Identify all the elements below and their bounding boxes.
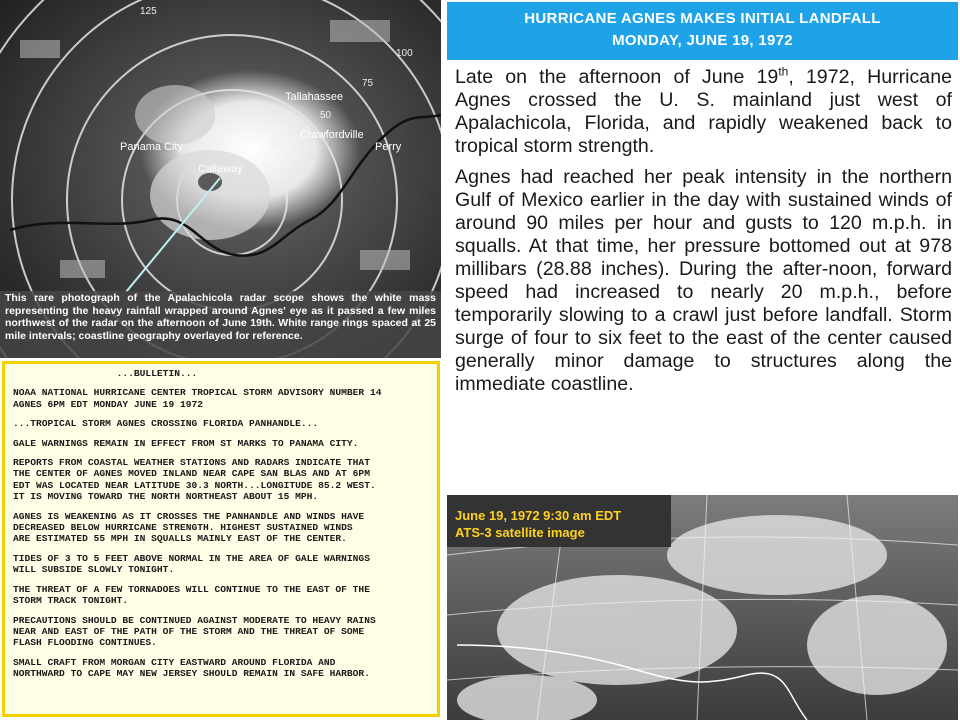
bulletin-line: TIDES OF 3 TO 5 FEET ABOVE NORMAL IN THE AREA OF GALE WARNINGS [13, 552, 370, 564]
satellite-image [447, 495, 958, 720]
advisory-bulletin [2, 361, 440, 717]
label-tallahassee: Tallahassee [285, 91, 344, 103]
paragraph-1-sup: th [778, 64, 789, 79]
paragraph-1-start: Late on the afternoon of June 19 [455, 66, 779, 88]
bulletin-line: THE CENTER OF AGNES MOVED INLAND NEAR CAPE SAN BLAS AND AT 6PM [13, 468, 370, 480]
label-crawfordville: Crawfordville [300, 129, 364, 141]
range-label-25: 25 [270, 140, 282, 151]
bulletin-gap [13, 503, 429, 511]
bulletin-gap [13, 649, 429, 657]
bulletin-line: GALE WARNINGS REMAIN IN EFFECT FROM ST MARKS TO PANAMA CITY. [13, 437, 359, 449]
label-perry: Perry [375, 141, 402, 153]
paragraph-2: Agnes had reached her peak intensity in the northern Gulf of Mexico earlier in the day with sustained winds of around 90 miles per hour and gusts to 120 m.p.h. in squalls. At that time, her pressure bottomed out at 978 millibars (28.88 inches). During the after-noon, forward speed had increased to nearly 20 m.p.h., before temporarily slowing to a crawl just before landfall. Storm surge of four to six feet to the east of the center caused generally minor damage to structures along the immediate coastline. [455, 166, 952, 395]
paragraph-1 [455, 66, 952, 158]
label-panama-city: Panama City [120, 141, 183, 153]
bulletin-gap [13, 430, 429, 438]
bulletin-gap [13, 449, 429, 457]
bulletin-gap [13, 545, 429, 553]
bulletin-line: ARE ESTIMATED 55 MPH IN SQUALLS MAINLY EAST OF THE CENTER. [13, 533, 347, 545]
paragraph-1-end: , 1972, Hurricane Agnes crossed the U. S. mainland just west of Apalachicola, Florida, and rapidly weakened back to tropical storm strength. [455, 66, 953, 157]
bulletin-line: PRECAUTIONS SHOULD BE CONTINUED AGAINST MODERATE TO HEAVY RAINS [13, 614, 376, 626]
bulletin-line: ...BULLETIN... [13, 368, 198, 379]
range-label-50: 50 [320, 110, 332, 121]
bulletin-line: REPORTS FROM COASTAL WEATHER STATIONS AND RADARS INDICATE THAT [13, 457, 370, 469]
bulletin-line: ...TROPICAL STORM AGNES CROSSING FLORIDA PANHANDLE... [13, 418, 319, 430]
bulletin-line: NEAR AND EAST OF THE PATH OF THE STORM AND THE THREAT OF SOME [13, 625, 365, 637]
bulletin-line: WILL SUBSIDE SLOWLY TONIGHT. [13, 564, 175, 576]
bulletin-line: AGNES IS WEAKENING AS IT CROSSES THE PANHANDLE AND WINDS HAVE [13, 510, 365, 522]
bulletin-line: AGNES 6PM EDT MONDAY JUNE 19 1972 [13, 398, 203, 410]
range-label-125: 125 [140, 6, 157, 17]
bulletin-line: DECREASED BELOW HURRICANE STRENGTH. HIGHEST SUSTAINED WINDS [13, 522, 353, 534]
satellite-caption [447, 495, 671, 547]
bulletin-gap [13, 607, 429, 615]
bulletin-line: STORM TRACK TONIGHT. [13, 595, 129, 607]
bulletin-line: FLASH FLOODING CONTINUES. [13, 637, 157, 649]
bulletin-line: THE THREAT OF A FEW TORNADOES WILL CONTINUE TO THE EAST OF THE [13, 583, 370, 595]
bulletin-line: SMALL CRAFT FROM MORGAN CITY EASTWARD AROUND FLORIDA AND [13, 656, 336, 668]
bulletin-line: NOAA NATIONAL HURRICANE CENTER TROPICAL STORM ADVISORY NUMBER 14 [13, 387, 382, 399]
title-line-1: HURRICANE AGNES MAKES INITIAL LANDFALL [524, 10, 881, 27]
page-title [447, 2, 958, 60]
range-label-75: 75 [362, 78, 374, 89]
radar-photo [0, 0, 441, 358]
bulletin-gap [13, 379, 429, 387]
range-label-100: 100 [396, 48, 413, 59]
title-line-2: MONDAY, JUNE 19, 1972 [612, 32, 793, 49]
bulletin-gap [13, 410, 429, 418]
bulletin-line: NORTHWARD TO CAPE MAY NEW JERSEY SHOULD REMAIN IN SAFE HARBOR. [13, 668, 370, 680]
bulletin-line: EDT WAS LOCATED NEAR LATITUDE 30.3 NORTH...LONGITUDE 85.2 WEST. [13, 479, 376, 491]
satellite-caption-line-2: ATS-3 satellite image [455, 525, 585, 540]
label-callaway: Callaway [198, 163, 243, 175]
radar-caption: This rare photograph of the Apalachicola radar scope shows the white mass representing the heavy rainfall wrapped around Agnes' eye as it passed a few miles northwest of the radar on the afternoon of June 19th. White range rings spaced at 25 mile intervals; coastline geography overlayed for reference. [0, 291, 441, 358]
bulletin-line: IT IS MOVING TOWARD THE NORTH NORTHEAST ABOUT 15 MPH. [13, 491, 319, 503]
bulletin-gap [13, 576, 429, 584]
body-text [455, 66, 952, 404]
satellite-caption-line-1: June 19, 1972 9:30 am EDT [455, 508, 622, 523]
